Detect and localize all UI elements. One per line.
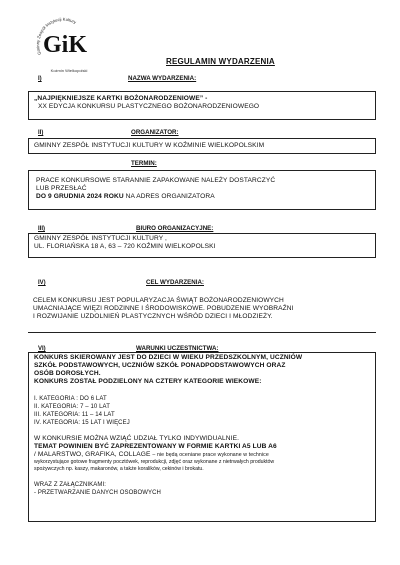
- section-2-box: [28, 138, 376, 154]
- termin-deadline: DO 9 GRUDNIA 2024 ROKU: [36, 193, 124, 200]
- individual-only-line: W KONKURSIE MOŻNA WZIĄĆ UDZIAŁ TYLKO INDYWIDUALNIE.: [34, 435, 240, 442]
- participation-bold-4: KONKURS ZOSTAŁ PODZIELONY NA CZTERY KATEGORIE WIEKOWE:: [34, 378, 262, 385]
- termin-box: [28, 170, 376, 210]
- section-3-number: III): [38, 226, 45, 232]
- logo-arc-text: Gminny Zespół Instytucji Kultury: [35, 16, 78, 56]
- category-item: I. KATEGORIA : DO 6 LAT: [34, 396, 107, 402]
- event-name-line-1: „NAJPIĘKNIEJSZE KARTKI BOŻONARODZENIOWE” -: [34, 95, 208, 102]
- goal-line-3: I ROZWIJANIE UZDOLNIEŃ PLASTYCZNYCH WŚRÓD DZIECI I MŁODZIEŻY.: [33, 313, 273, 320]
- section-1-label: NAZWA WYDARZENIA:: [128, 75, 197, 82]
- section-2-number: II): [38, 130, 44, 136]
- office-line-2: UL. FLORIAŃSKA 18 A, 63 – 720 KOŹMIN WIELKOPOLSKI: [34, 243, 216, 250]
- participation-bold-2: SZKÓŁ PODSTAWOWYCH, UCZNIÓW SZKÓŁ PONADPODSTAWOWYCH ORAZ: [34, 362, 286, 369]
- format-small-line-4: spożywczych np. kaszy, makaronów, a także koralików, cekinów i brokatu.: [34, 466, 204, 472]
- section-6-box: [28, 352, 376, 522]
- document-title: REGULAMIN WYDARZENIA: [166, 57, 275, 66]
- section-3-label: BIURO ORGANIZACYJNE:: [136, 225, 214, 232]
- format-line-2: [34, 451, 370, 459]
- goal-line-2: UMACNIAJĄCE WIĘZI RODZINNE I ŚRODOWISKOWE. POBUDZENIE WYOBRAŹNI: [33, 305, 294, 312]
- participation-bold-1: KONKURS SKIEROWANY JEST DO DZIECI W WIEKU PRZEDSZKOLNYM, UCZNIÓW: [34, 354, 303, 361]
- format-small-line-3: wykorzystujące gotowe fragmenty pocztówek, reprodukcji, zdjęć oraz wykonane z nietrwałych produktów: [34, 459, 275, 465]
- logo-letters: GiK: [43, 32, 88, 58]
- section-3-box: [28, 233, 376, 258]
- termin-label: TERMIN:: [131, 160, 157, 167]
- section-4-divider: [28, 332, 376, 333]
- event-name-line-2: XX EDYCJA KONKURSU PLASTYCZNEGO BOŻONARODZENIOWEGO: [38, 103, 260, 110]
- attachment-item: - PRZETWARZANIE DANYCH OSOBOWYCH: [34, 490, 161, 496]
- format-techniques: / MALARSTWO, GRAFIKA, COLLAGE: [34, 451, 153, 458]
- section-4-number: IV): [38, 280, 46, 286]
- section-4-box: [28, 290, 376, 326]
- logo-caption: Koźmin Wielkopolski: [50, 68, 88, 73]
- goal-line-1: CELEM KONKURSU JEST POPULARYZACJA ŚWIĄT BOŻONARODZENIOWYCH: [33, 297, 284, 304]
- termin-line-1: PRACE KONKURSOWE STARANNIE ZAPAKOWANE NALEŻY DOSTARCZYĆ: [36, 177, 276, 184]
- category-item: IV. KATEGORIA: 15 LAT I WIĘCEJ: [34, 420, 130, 426]
- participation-bold-3: OSÓB DOROSŁYCH.: [34, 370, 101, 377]
- attachments-heading: WRAZ Z ZAŁĄCZNIKAMI:: [34, 482, 107, 488]
- format-exclusions: – nie będą oceniane prace wykonane w technice: [152, 452, 269, 458]
- gzik-logo: [28, 12, 96, 70]
- termin-line-3: [36, 193, 368, 201]
- section-1-box: [28, 91, 376, 120]
- organizer-line: GMINNY ZESPÓŁ INSTYTUCJI KULTURY W KOŹMINIE WIELKOPOLSKIM: [34, 142, 265, 149]
- termin-line-3-rest: NA ADRES ORGANIZATORA: [123, 193, 215, 200]
- category-item: II. KATEGORIA: 7 – 10 LAT: [34, 404, 110, 410]
- section-6-number: VI): [38, 346, 46, 352]
- section-4-label: CEL WYDARZENIA:: [146, 279, 204, 286]
- category-item: III. KATEGORIA: 11 – 14 LAT: [34, 412, 115, 418]
- section-2-label: ORGANIZATOR:: [131, 129, 179, 136]
- office-line-1: GMINNY ZESPÓŁ INSTYTUCJI KULTURY ,: [34, 235, 167, 242]
- format-bold-line: TEMAT POWINIEN BYĆ ZAPREZENTOWANY W FORMIE KARTKI A5 LUB A6: [34, 443, 277, 450]
- termin-line-2: LUB PRZESŁAĆ: [36, 185, 87, 192]
- section-6-label: WARUNKI UCZESTNICTWA:: [136, 345, 219, 352]
- section-1-number: I): [38, 76, 42, 82]
